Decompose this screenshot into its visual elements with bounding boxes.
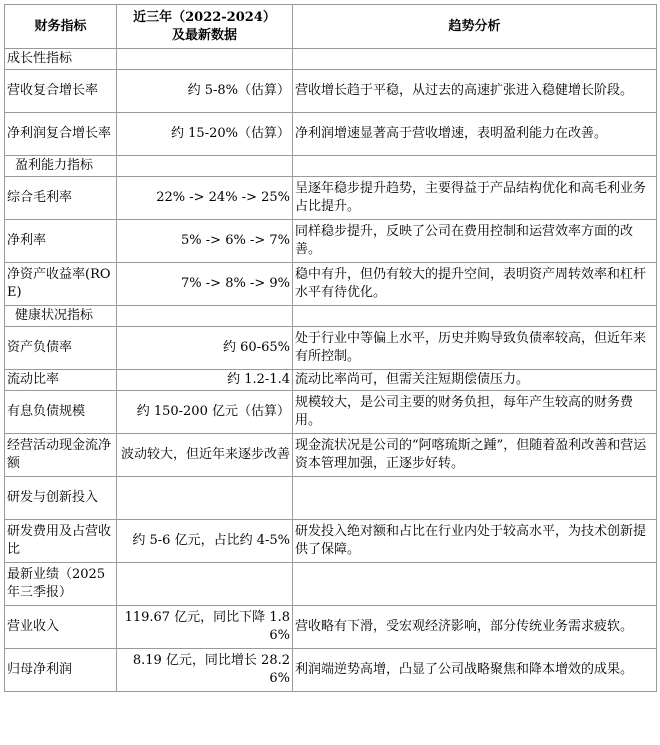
analysis-cell: 利润端逆势高增，凸显了公司战略聚焦和降本增效的成果。 — [293, 649, 657, 692]
analysis-cell: 营收增长趋于平稳，从过去的高速扩张进入稳健增长阶段。 — [293, 70, 657, 113]
value-cell: 约 60-65% — [117, 327, 293, 370]
section-row — [5, 49, 657, 70]
header-analysis: 趋势分析 — [293, 5, 657, 49]
section-row — [5, 156, 657, 177]
indicator-cell: 流动比率 — [5, 370, 117, 391]
value-cell: 约 150-200 亿元（估算） — [117, 391, 293, 434]
section-empty-cell — [293, 49, 657, 70]
value-cell: 8.19 亿元，同比增长 28.26% — [117, 649, 293, 692]
indicator-cell: 营收复合增长率 — [5, 70, 117, 113]
section-row — [5, 563, 657, 606]
financial-table — [4, 4, 657, 692]
header-data — [117, 5, 293, 49]
indicator-cell: 净利润复合增长率 — [5, 113, 117, 156]
section-row — [5, 477, 657, 520]
section-empty-cell — [117, 156, 293, 177]
indicator-cell: 净利率 — [5, 220, 117, 263]
value-cell: 7% -> 8% -> 9% — [117, 263, 293, 306]
header-row — [5, 5, 657, 49]
section-empty-cell — [293, 156, 657, 177]
analysis-cell: 规模较大，是公司主要的财务负担，每年产生较高的财务费用。 — [293, 391, 657, 434]
section-label: 最新业绩（2025年三季报） — [5, 563, 117, 606]
section-empty-cell — [117, 477, 293, 520]
value-cell: 约 15-20%（估算） — [117, 113, 293, 156]
section-empty-cell — [117, 49, 293, 70]
indicator-cell: 经营活动现金流净额 — [5, 434, 117, 477]
analysis-cell: 研发投入绝对额和占比在行业内处于较高水平，为技术创新提供了保障。 — [293, 520, 657, 563]
value-cell: 22% -> 24% -> 25% — [117, 177, 293, 220]
table-row — [5, 327, 657, 370]
table-row — [5, 606, 657, 649]
indicator-cell: 营业收入 — [5, 606, 117, 649]
section-label: 成长性指标 — [5, 49, 117, 70]
value-cell: 5% -> 6% -> 7% — [117, 220, 293, 263]
table-body — [5, 49, 657, 692]
table-row — [5, 649, 657, 692]
indicator-cell: 资产负债率 — [5, 327, 117, 370]
indicator-cell: 综合毛利率 — [5, 177, 117, 220]
section-row — [5, 306, 657, 327]
header-indicator: 财务指标 — [5, 5, 117, 49]
value-cell: 约 5-8%（估算） — [117, 70, 293, 113]
indicator-cell: 净资产收益率(ROE) — [5, 263, 117, 306]
analysis-cell: 呈逐年稳步提升趋势，主要得益于产品结构优化和高毛利业务占比提升。 — [293, 177, 657, 220]
table-row — [5, 263, 657, 306]
analysis-cell: 营收略有下滑，受宏观经济影响，部分传统业务需求疲软。 — [293, 606, 657, 649]
analysis-cell: 现金流状况是公司的“阿喀琉斯之踵”，但随着盈利改善和营运资本管理加强，正逐步好转。 — [293, 434, 657, 477]
table-row — [5, 113, 657, 156]
indicator-cell: 有息负债规模 — [5, 391, 117, 434]
indicator-cell: 研发费用及占营收比 — [5, 520, 117, 563]
section-empty-cell — [117, 306, 293, 327]
section-empty-cell — [293, 477, 657, 520]
section-empty-cell — [293, 306, 657, 327]
value-cell: 约 5-6 亿元，占比约 4-5% — [117, 520, 293, 563]
indicator-cell: 归母净利润 — [5, 649, 117, 692]
section-label: 健康状况指标 — [5, 306, 117, 327]
table-row — [5, 220, 657, 263]
value-cell: 约 1.2-1.4 — [117, 370, 293, 391]
analysis-cell: 稳中有升，但仍有较大的提升空间，表明资产周转效率和杠杆水平有待优化。 — [293, 263, 657, 306]
table-row — [5, 370, 657, 391]
analysis-cell: 同样稳步提升，反映了公司在费用控制和运营效率方面的改善。 — [293, 220, 657, 263]
table-row — [5, 520, 657, 563]
table-row — [5, 391, 657, 434]
analysis-cell: 净利润增速显著高于营收增速，表明盈利能力在改善。 — [293, 113, 657, 156]
analysis-cell: 流动比率尚可，但需关注短期偿债压力。 — [293, 370, 657, 391]
section-label: 研发与创新投入 — [5, 477, 117, 520]
header-data-line1: 近三年（2022-2024） — [133, 9, 276, 25]
analysis-cell: 处于行业中等偏上水平，历史并购导致负债率较高，但近年来有所控制。 — [293, 327, 657, 370]
section-empty-cell — [293, 563, 657, 606]
header-data-line2: 及最新数据 — [171, 27, 237, 43]
table-row — [5, 177, 657, 220]
section-empty-cell — [117, 563, 293, 606]
table-row — [5, 70, 657, 113]
value-cell: 波动较大，但近年来逐步改善 — [117, 434, 293, 477]
section-label: 盈利能力指标 — [5, 156, 117, 177]
table-row — [5, 434, 657, 477]
value-cell: 119.67 亿元，同比下降 1.86% — [117, 606, 293, 649]
